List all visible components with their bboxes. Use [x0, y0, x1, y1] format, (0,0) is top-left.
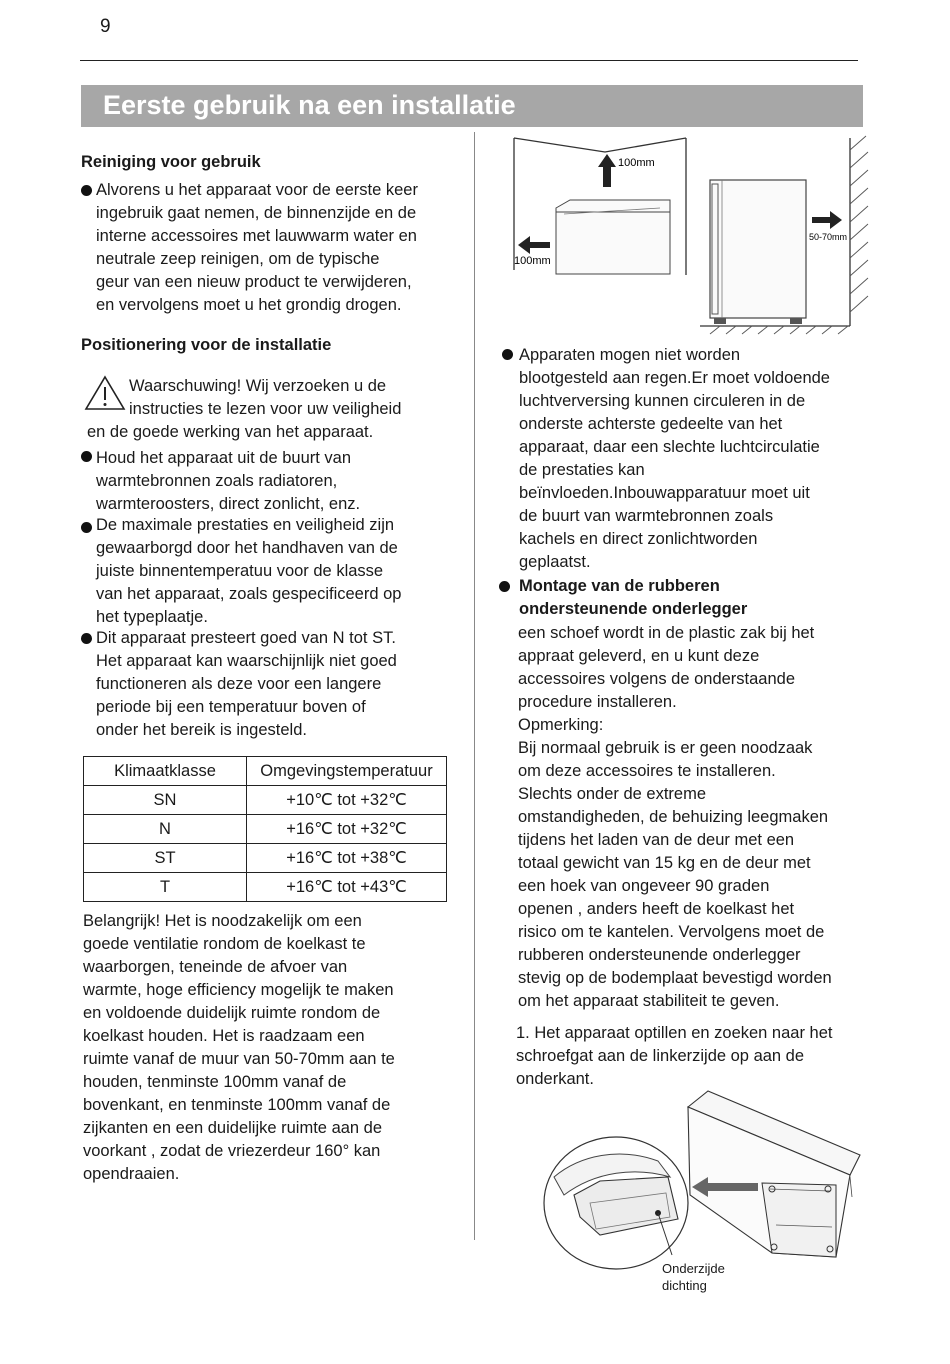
clearance-side-label: 100mm [514, 255, 551, 267]
column-divider [474, 132, 475, 1240]
text-line: onder het bereik is ingesteld. [96, 721, 307, 739]
text-line: tijdens het laden van de deur met een [518, 831, 795, 849]
table-row [84, 873, 447, 902]
text-line: Dit apparaat presteert goed van N tot ST. [96, 629, 396, 647]
text-line: openen , anders heeft de koelkast het [518, 900, 795, 918]
bullet-dot [499, 581, 510, 592]
text-line: 1. Het apparaat optillen en zoeken naar het [516, 1024, 833, 1042]
text-line: functioneren als deze voor een langere [96, 675, 382, 693]
warning-line: instructies te lezen voor uw veiligheid [129, 400, 402, 418]
text-line: stevig op de bodemplaat bevestigd worden [518, 969, 832, 987]
text-line: periode bij een temperatuur boven of [96, 698, 366, 716]
text-line: accessoires volgens de onderstaande [518, 670, 796, 688]
text-line: de prestaties kan [519, 461, 645, 479]
section-heading-positioning: Positionering voor de installatie [81, 336, 332, 354]
text-line: en vervolgens moet u het grondig drogen. [96, 296, 402, 314]
text-line: procedure installeren. [518, 693, 677, 711]
text-line: van het apparaat, zoals gespecificeerd op [96, 585, 402, 603]
bullet-dot [81, 633, 92, 644]
text-line: Opmerking: [518, 716, 604, 734]
text-line: luchtverversing kunnen circuleren in de [519, 392, 806, 410]
text-line: Het apparaat kan waarschijnlijk niet goed [96, 652, 397, 670]
text-line: beïnvloeden.Inbouwapparatuur moet uit [519, 484, 810, 502]
text-line: gewaarborgd door het handhaven van de [96, 539, 398, 557]
climate-class-table [83, 756, 447, 902]
montage-paragraph [518, 622, 832, 1013]
table-header-cell: Omgevingstemperatuur [247, 757, 447, 786]
header-rule [80, 60, 858, 61]
text-line: en voldoende duidelijk ruimte rondom de [83, 1004, 381, 1022]
text-line: opendraaien. [83, 1165, 180, 1183]
text-line: waarborgen, teneinde de afvoer van [83, 958, 348, 976]
text-line: om het apparaat stabiliteit te geven. [518, 992, 780, 1010]
text-line: schroefgat aan de linkerzijde op aan de [516, 1047, 805, 1065]
text-line: een hoek van ongeveer 90 graden [518, 877, 770, 895]
cleaning-paragraph [96, 179, 418, 317]
bullet-performance [96, 514, 401, 629]
bullet-dot [81, 451, 92, 462]
text-line: Belangrijk! Het is noodzakelijk om een [83, 912, 362, 930]
table-row [84, 844, 447, 873]
text-line: juiste binnentemperatuu voor de klasse [96, 562, 384, 580]
montage-heading [519, 575, 747, 621]
text-line: Houd het apparaat uit de buurt van [96, 449, 352, 467]
text-line: een schoef wordt in de plastic zak bij het [518, 624, 815, 642]
table-row [84, 786, 447, 815]
text-line: rubberen ondersteunende onderlegger [518, 946, 801, 964]
text-line: Montage van de rubberen [519, 577, 720, 595]
warning-triangle-icon [84, 375, 126, 411]
text-line: voorkant , zodat de vriezerdeur 160° kan [83, 1142, 381, 1160]
illustration-caption [662, 1260, 725, 1294]
text-line: onderkant. [516, 1070, 594, 1088]
text-line: De maximale prestaties en veiligheid zijn [96, 516, 395, 534]
section-heading-cleaning: Reiniging voor gebruik [81, 153, 261, 171]
text-line: Alvorens u het apparaat voor de eerste keer [96, 181, 418, 199]
table-cell: SN [84, 786, 247, 815]
table-row [84, 815, 447, 844]
text-line: dichting [662, 1278, 707, 1293]
text-line: appraat geleverd, en u kunt deze [518, 647, 760, 665]
text-line: bovenkant, en tenminste 100mm vanaf de [83, 1096, 391, 1114]
bullet-dot [502, 349, 513, 360]
text-line: ruimte vanaf de muur van 50-70mm aan te [83, 1050, 395, 1068]
warning-line: Waarschuwing! Wij verzoeken u de [129, 377, 387, 395]
text-line: het typeplaatje. [96, 608, 208, 626]
text-line: warmtebronnen zoals radiatoren, [96, 472, 338, 490]
text-line: kachels en direct zonlichtworden [519, 530, 758, 548]
table-cell: +10℃ tot +32℃ [247, 786, 447, 815]
seal-installation-illustration [540, 1085, 880, 1285]
table-cell: +16℃ tot +32℃ [247, 815, 447, 844]
table-cell: +16℃ tot +43℃ [247, 873, 447, 902]
page-number: 9 [100, 16, 111, 37]
text-line: ingebruik gaat nemen, de binnenzijde en de [96, 204, 417, 222]
table-cell: ST [84, 844, 247, 873]
text-line: Slechts onder de extreme [518, 785, 707, 803]
clearance-diagram [500, 130, 880, 335]
text-line: blootgesteld aan regen.Er moet voldoende [519, 369, 830, 387]
text-line: Apparaten mogen niet worden [519, 346, 741, 364]
warning-line: en de goede werking van het apparaat. [87, 423, 374, 441]
table-header-cell: Klimaatklasse [84, 757, 247, 786]
text-line: ondersteunende onderlegger [519, 600, 748, 618]
text-line: Bij normaal gebruik is er geen noodzaak [518, 739, 813, 757]
page-title: Eerste gebruik na een installatie [103, 90, 516, 120]
bullet-climate-range [96, 627, 397, 742]
page-title-banner [81, 85, 863, 127]
table-header-row [84, 757, 447, 786]
bullet-dot [81, 522, 92, 533]
text-line: totaal gewicht van 15 kg en de deur met [518, 854, 811, 872]
text-line: koelkast houden. Het is raadzaam een [83, 1027, 365, 1045]
text-line: Onderzijde [662, 1261, 725, 1276]
text-line: houden, tenminste 100mm vanaf de [83, 1073, 347, 1091]
text-line: geplaatst. [519, 553, 591, 571]
text-line: zijkanten en een duidelijke ruimte aan de [83, 1119, 383, 1137]
text-line: onderste achterste gedeelte van het [519, 415, 783, 433]
clearance-back-label: 50-70mm [809, 232, 848, 242]
clearance-top-label: 100mm [618, 157, 655, 169]
bullet-heat-sources [96, 447, 360, 516]
text-line: warmteroosters, direct zonlicht, enz. [96, 495, 361, 513]
text-line: omstandigheden, de behuizing leegmaken [518, 808, 829, 826]
text-line: neutrale zeep reinigen, om de typische [96, 250, 380, 268]
text-line: interne accessoires met lauwwarm water en [96, 227, 417, 245]
bullet-dot [81, 185, 92, 196]
step-1-paragraph [516, 1022, 832, 1091]
text-line: goede ventilatie rondom de koelkast te [83, 935, 366, 953]
table-cell: N [84, 815, 247, 844]
text-line: om deze accessoires te installeren. [518, 762, 776, 780]
table-cell: T [84, 873, 247, 902]
text-line: risico om te kantelen. Vervolgens moet de [518, 923, 825, 941]
text-line: de buurt van warmtebronnen zoals [519, 507, 774, 525]
table-cell: +16℃ tot +38℃ [247, 844, 447, 873]
bullet-ventilation [519, 344, 830, 574]
text-line: apparaat, daar een slechte luchtcirculatie [519, 438, 820, 456]
text-line: geur van een nieuw product te verwijderen, [96, 273, 412, 291]
text-line: warmte, hoge efficiency mogelijk te maken [83, 981, 394, 999]
important-paragraph [83, 910, 395, 1186]
